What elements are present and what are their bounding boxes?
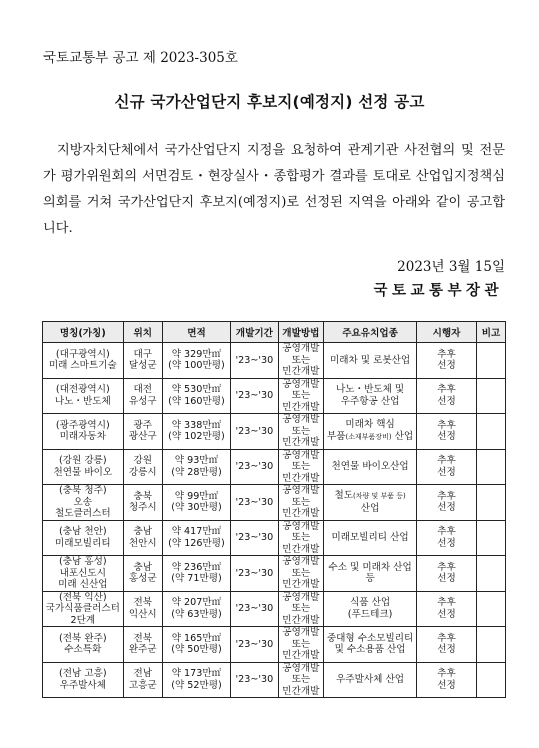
cell-location-text: 광주 광산구 [128,419,157,443]
cell-method-text: 공영개발 또는 민간개발 [282,414,320,448]
cell-method-text: 공영개발 또는 민간개발 [282,449,320,484]
header-name: 명칭(가칭) [43,322,124,343]
cell-executor-text: 추후 선정 [437,526,456,549]
cell-remarks [477,414,506,450]
industry-detail: (차량 및 부품 등) [352,492,406,501]
cell-executor [417,449,477,485]
cell-method [278,343,323,379]
cell-method [278,378,323,414]
table-row [43,591,506,627]
header-area: 면적 [162,322,230,343]
cell-name-text: (광주광역시) 미래자동차 [55,419,110,443]
cell-executor [417,414,477,450]
cell-period [231,343,279,379]
cell-period-text: '23~'30 [235,354,274,366]
industry-part: 부품 [326,430,346,442]
cell-period-text: '23~'30 [235,674,274,685]
cell-industry-text: 수소 및 미래차 산업 등 [328,561,412,585]
cell-method [278,556,323,592]
cell-method-text: 공영개발 또는 민간개발 [282,556,320,590]
cell-industry [324,414,417,450]
cell-executor [417,520,477,556]
cell-name [43,343,124,379]
cell-area [162,520,230,556]
cell-executor-text: 추후 선정 [437,348,456,372]
cell-location [123,343,162,379]
cell-industry-text: 천연물 바이오산업 [331,461,409,472]
cell-executor-text: 추후 선정 [437,419,456,443]
cell-area-text: 약 165만㎡ (약 50만평) [171,632,222,656]
cell-name [43,378,124,414]
cell-method [278,627,323,663]
cell-period-text: '23~'30 [235,390,274,401]
cell-period [231,627,279,663]
cell-industry [324,343,417,379]
cell-area [162,414,230,450]
cell-name [43,591,124,627]
cell-remarks [477,556,506,592]
announcement-body [43,138,505,242]
cell-executor-text: 추후 선정 [437,597,456,620]
cell-industry-text: 우주발사체 산업 [336,674,405,685]
cell-name [43,485,124,521]
cell-area-text: 약 236만㎡ (약 71만평) [171,561,222,585]
cell-industry-text: 나노・반도체 및 우주항공 산업 [335,384,405,407]
cell-area-text: 약 338만㎡ (약 102만평) [168,419,225,443]
cell-industry [324,591,417,627]
cell-area [162,662,230,698]
cell-period-text: '23~'30 [235,532,274,543]
cell-period [231,378,279,414]
cell-name-text: (충북 청주) 오송 철도클러스터 [55,485,111,519]
cell-remarks [477,343,506,379]
cell-name-text: (충남 천안) 미래모빌리티 [55,526,111,549]
header-location: 위치 [123,322,162,343]
cell-remarks [477,485,506,521]
cell-executor-text: 추후 선정 [437,455,456,478]
cell-method-text: 공영개발 또는 민간개발 [282,662,320,697]
cell-industry [324,485,417,521]
cell-location [123,485,162,521]
cell-method [278,414,323,450]
notice-number: 국토교통부 공고 제 2023-305호 [43,50,238,66]
cell-remarks [477,662,506,698]
cell-industry [324,378,417,414]
cell-period-text: '23~'30 [235,425,274,437]
cell-remarks [477,378,506,414]
cell-remarks [477,520,506,556]
cell-name-text: (충남 홍성) 내포신도시 미래 신산업 [58,556,108,590]
cell-remarks [477,627,506,663]
cell-area-text: 약 173만㎡ (약 52만평) [171,668,222,691]
cell-industry-text: 미래모빌리티 산업 [331,532,409,543]
cell-area [162,343,230,379]
cell-industry [324,449,417,485]
cell-method [278,449,323,485]
cell-method-text: 공영개발 또는 민간개발 [282,378,320,413]
cell-method [278,520,323,556]
cell-period-text: '23~'30 [235,603,274,614]
cell-period-text: '23~'30 [235,567,274,579]
table-row [43,378,506,414]
table-row [43,520,506,556]
cell-area-text: 약 93만㎡ (약 28만평) [171,455,222,478]
candidate-sites-table [42,321,506,698]
cell-industry-text: 중대형 수소모빌리티 및 수소용품 산업 [326,632,414,656]
cell-location [123,662,162,698]
cell-name [43,662,124,698]
cell-name [43,414,124,450]
cell-method-text: 공영개발 또는 민간개발 [282,343,320,377]
cell-location-text: 대구 달성군 [128,348,157,372]
cell-executor [417,627,477,663]
cell-location-text: 전북 익산시 [128,597,157,620]
cell-method [278,591,323,627]
cell-industry [324,627,417,663]
cell-industry [324,520,417,556]
cell-name-text: (전북 익산) 국가식품클러스터 2단계 [45,591,120,626]
cell-location [123,378,162,414]
header-method: 개발방법 [278,322,323,343]
cell-location [123,627,162,663]
cell-name-text: (전남 고흥) 우주발사체 [59,668,107,691]
cell-location-text: 강원 강릉시 [128,455,157,478]
cell-industry [324,662,417,698]
cell-method-text: 공영개발 또는 민간개발 [282,485,320,519]
announcement-paragraph: 지방자치단체에서 국가산업단지 지정을 요청하여 관계기관 사전협의 및 전문가 평가위원회의 서면검토・현장실사・종합평가 결과를 토대로 산업입지정책심의회를 거쳐 국가산업단지 후보지(예정지)로 선정된 지역을 아래와 같이 공고합니다. [43,143,505,236]
cell-name-text: (강원 강릉) 천연물 바이오 [53,455,113,478]
cell-location [123,556,162,592]
cell-area [162,485,230,521]
cell-area-text: 약 99만㎡ (약 30만평) [171,490,222,514]
table-row [43,627,506,663]
cell-period [231,662,279,698]
cell-location-text: 충남 홍성군 [128,561,157,585]
cell-area-text: 약 207만㎡ (약 63만평) [171,597,222,620]
document-title: 신규 국가산업단지 후보지(예정지) 선정 공고 [114,93,425,111]
cell-area [162,378,230,414]
cell-location-text: 충북 청주시 [128,490,157,514]
cell-location [123,449,162,485]
header-remarks: 비고 [477,322,506,343]
industry-part: 철도 [334,490,353,502]
cell-name-text: (대구광역시) 미래 스마트기술 [48,348,117,372]
table-header-row [43,322,506,343]
cell-period [231,520,279,556]
cell-executor [417,662,477,698]
header-period: 개발기간 [231,322,279,343]
table-row [43,556,506,592]
cell-location-text: 대전 유성구 [128,384,157,407]
cell-name-text: (대전광역시) 나노・반도체 [54,384,111,407]
industry-detail: (소재부품장비) [345,432,392,441]
cell-executor [417,378,477,414]
cell-executor [417,343,477,379]
cell-name-text: (전북 완주) 수소특화 [59,632,107,656]
table-row [43,662,506,698]
cell-name [43,556,124,592]
cell-remarks [477,449,506,485]
issue-date: 2023년 3월 15일 [397,259,505,275]
cell-executor [417,485,477,521]
cell-area [162,556,230,592]
cell-period-text: '23~'30 [235,496,274,508]
cell-period [231,485,279,521]
industry-part: 산업 [391,430,414,442]
cell-remarks [477,591,506,627]
cell-location-text: 전북 완주군 [128,632,157,656]
table-row [43,485,506,521]
cell-location [123,414,162,450]
cell-executor-text: 추후 선정 [437,632,456,656]
table-row [43,343,506,379]
cell-method [278,485,323,521]
cell-method-text: 공영개발 또는 민간개발 [282,591,320,626]
table-row [43,449,506,485]
cell-location [123,591,162,627]
cell-area-text: 약 329만㎡ (약 100만평) [168,348,225,372]
cell-period [231,556,279,592]
cell-name [43,627,124,663]
cell-industry-text: 미래차 및 로봇산업 [329,354,411,366]
table-row [43,414,506,450]
cell-name [43,449,124,485]
industry-line: 미래차 핵심 [345,419,395,431]
cell-executor-text: 추후 선정 [437,561,456,585]
cell-method [278,662,323,698]
cell-executor-text: 추후 선정 [437,668,456,691]
header-executor: 시행자 [417,322,477,343]
cell-name [43,520,124,556]
cell-area-text: 약 530만㎡ (약 160만평) [168,384,225,407]
cell-area [162,449,230,485]
cell-area [162,627,230,663]
header-industry: 주요유치업종 [324,322,417,343]
issuer-name: 국토교통부장관 [373,283,503,299]
cell-location-text: 전남 고흥군 [128,668,157,691]
cell-period [231,449,279,485]
cell-industry-text: 식품 산업 (푸드테크) [347,597,393,620]
cell-period-text: '23~'30 [235,638,274,650]
cell-period [231,591,279,627]
cell-industry [324,556,417,592]
cell-executor [417,556,477,592]
cell-executor [417,591,477,627]
cell-location [123,520,162,556]
cell-period [231,414,279,450]
cell-executor-text: 추후 선정 [437,384,456,407]
cell-area-text: 약 417만㎡ (약 126만평) [168,526,225,549]
cell-period-text: '23~'30 [235,461,274,472]
cell-method-text: 공영개발 또는 민간개발 [282,520,320,555]
cell-executor-text: 추후 선정 [437,490,456,514]
cell-method-text: 공영개발 또는 민간개발 [282,627,320,661]
cell-location-text: 충남 천안시 [128,526,157,549]
industry-part: 산업 [360,502,380,514]
cell-area [162,591,230,627]
